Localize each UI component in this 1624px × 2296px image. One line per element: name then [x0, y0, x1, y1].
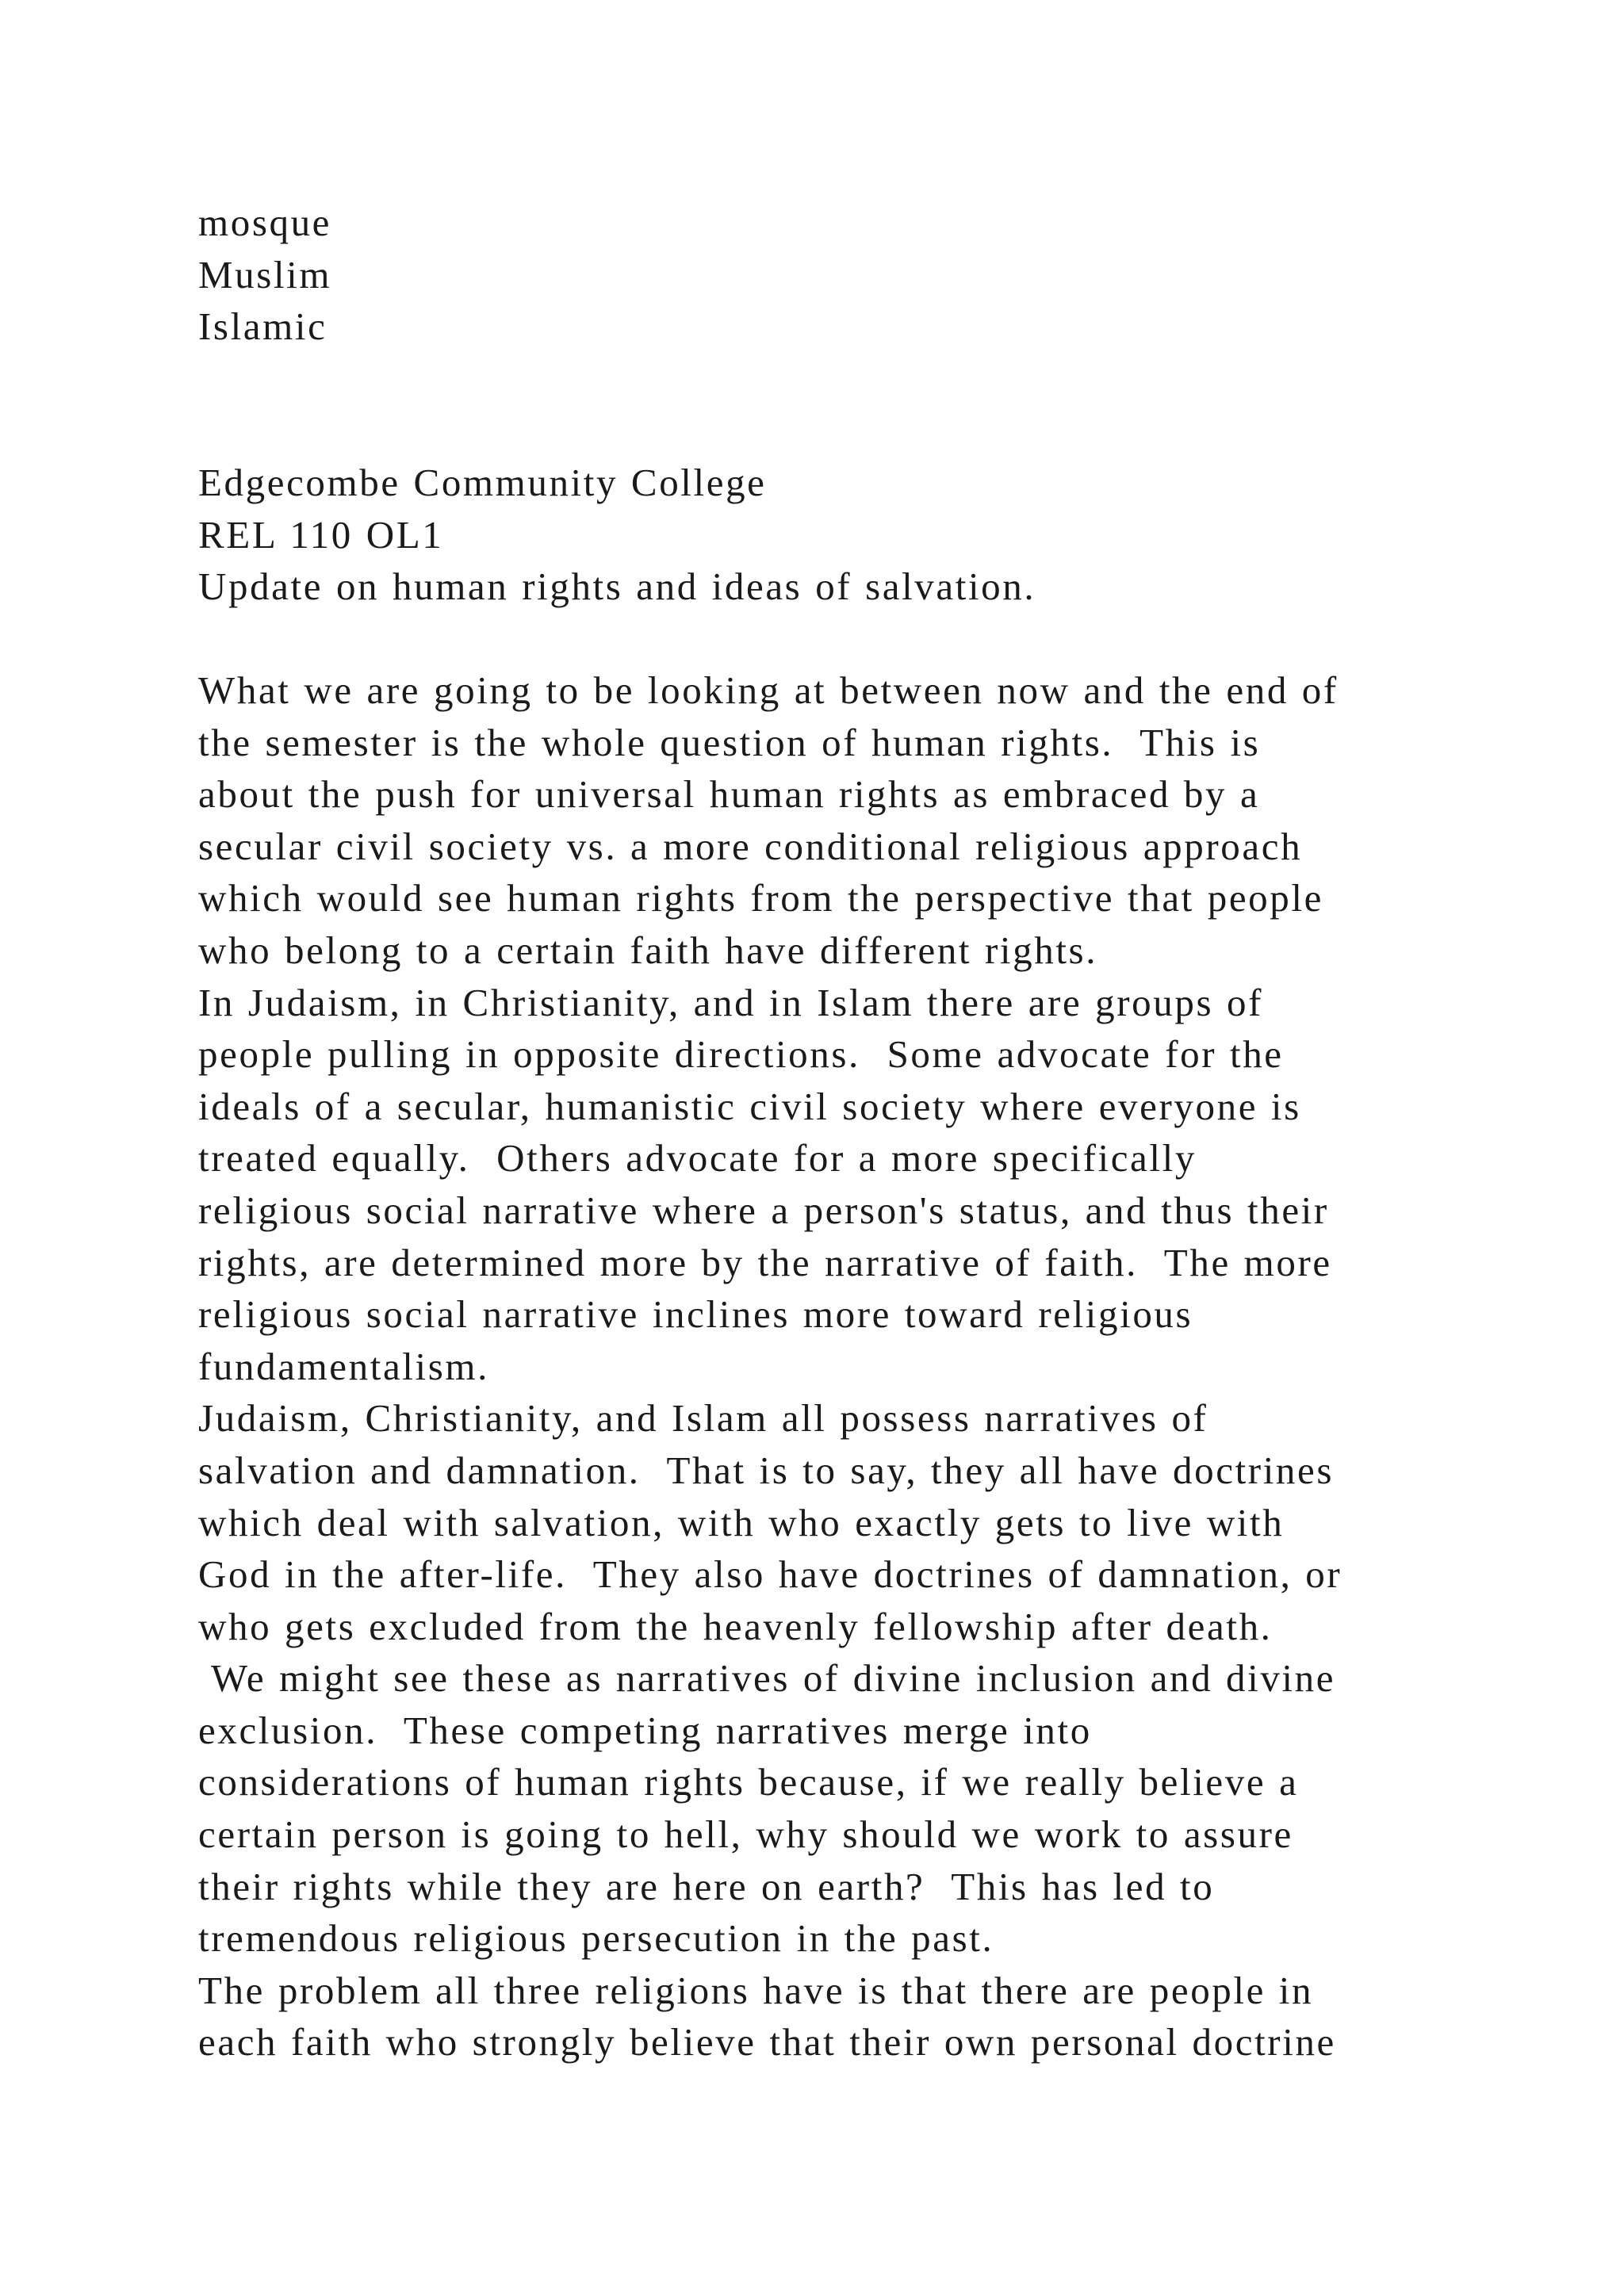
body-text [198, 664, 1435, 2068]
body-line: people pulling in opposite directions. Some advocate for the [198, 1032, 1284, 1077]
body-line: God in the after-life. They also have doctrines of damnation, or [198, 1552, 1342, 1597]
keyword-line: Islamic [198, 304, 327, 349]
keyword-line: mosque [198, 201, 332, 244]
body-line: We might see these as narratives of divine inclusion and divine [198, 1656, 1336, 1701]
body-line: secular civil society vs. a more conditional religious approach [198, 824, 1303, 868]
body-line: who gets excluded from the heavenly fellowship after death. [198, 1604, 1273, 1648]
body-line: In Judaism, in Christianity, and in Islam there are groups of [198, 980, 1264, 1024]
body-line: salvation and damnation. That is to say, they all have doctrines [198, 1448, 1335, 1492]
body-line: The problem all three religions have is that there are people in [198, 1968, 1314, 2012]
body-line: certain person is going to hell, why should we work to assure [198, 1812, 1293, 1857]
body-line: treated equally. Others advocate for a more specifically [198, 1136, 1197, 1181]
document-header [198, 457, 1435, 613]
course-code: REL 110 OL1 [198, 512, 444, 557]
body-line: each faith who strongly believe that their own personal doctrine [198, 2020, 1336, 2064]
body-line: tremendous religious persecution in the past. [198, 1916, 994, 1961]
body-line: about the push for universal human rights as embraced by a [198, 772, 1260, 817]
institution-name: Edgecombe Community College [198, 461, 767, 504]
body-line: the semester is the whole question of human rights. This is [198, 720, 1261, 764]
body-line: fundamentalism. [198, 1344, 489, 1388]
body-line: Judaism, Christianity, and Islam all possess narratives of [198, 1396, 1208, 1441]
keyword-list [198, 197, 1435, 353]
body-line: exclusion. These competing narratives merge into [198, 1708, 1092, 1752]
body-line: religious social narrative where a person's status, and thus their [198, 1188, 1329, 1232]
body-line: What we are going to be looking at between now and the end of [198, 668, 1339, 712]
document-title: Update on human rights and ideas of salvation. [198, 564, 1036, 609]
body-line: which deal with salvation, with who exactly gets to live with [198, 1500, 1285, 1544]
body-line: considerations of human rights because, if we really believe a [198, 1760, 1299, 1804]
body-line: which would see human rights from the perspective that people [198, 876, 1323, 920]
body-line: ideals of a secular, humanistic civil society where everyone is [198, 1084, 1301, 1128]
body-line: who belong to a certain faith have different rights. [198, 928, 1098, 972]
keyword-line: Muslim [198, 252, 332, 297]
body-line: rights, are determined more by the narrative of faith. The more [198, 1240, 1332, 1284]
body-line: their rights while they are here on earth? This has led to [198, 1864, 1215, 1908]
body-line: religious social narrative inclines more toward religious [198, 1292, 1193, 1337]
